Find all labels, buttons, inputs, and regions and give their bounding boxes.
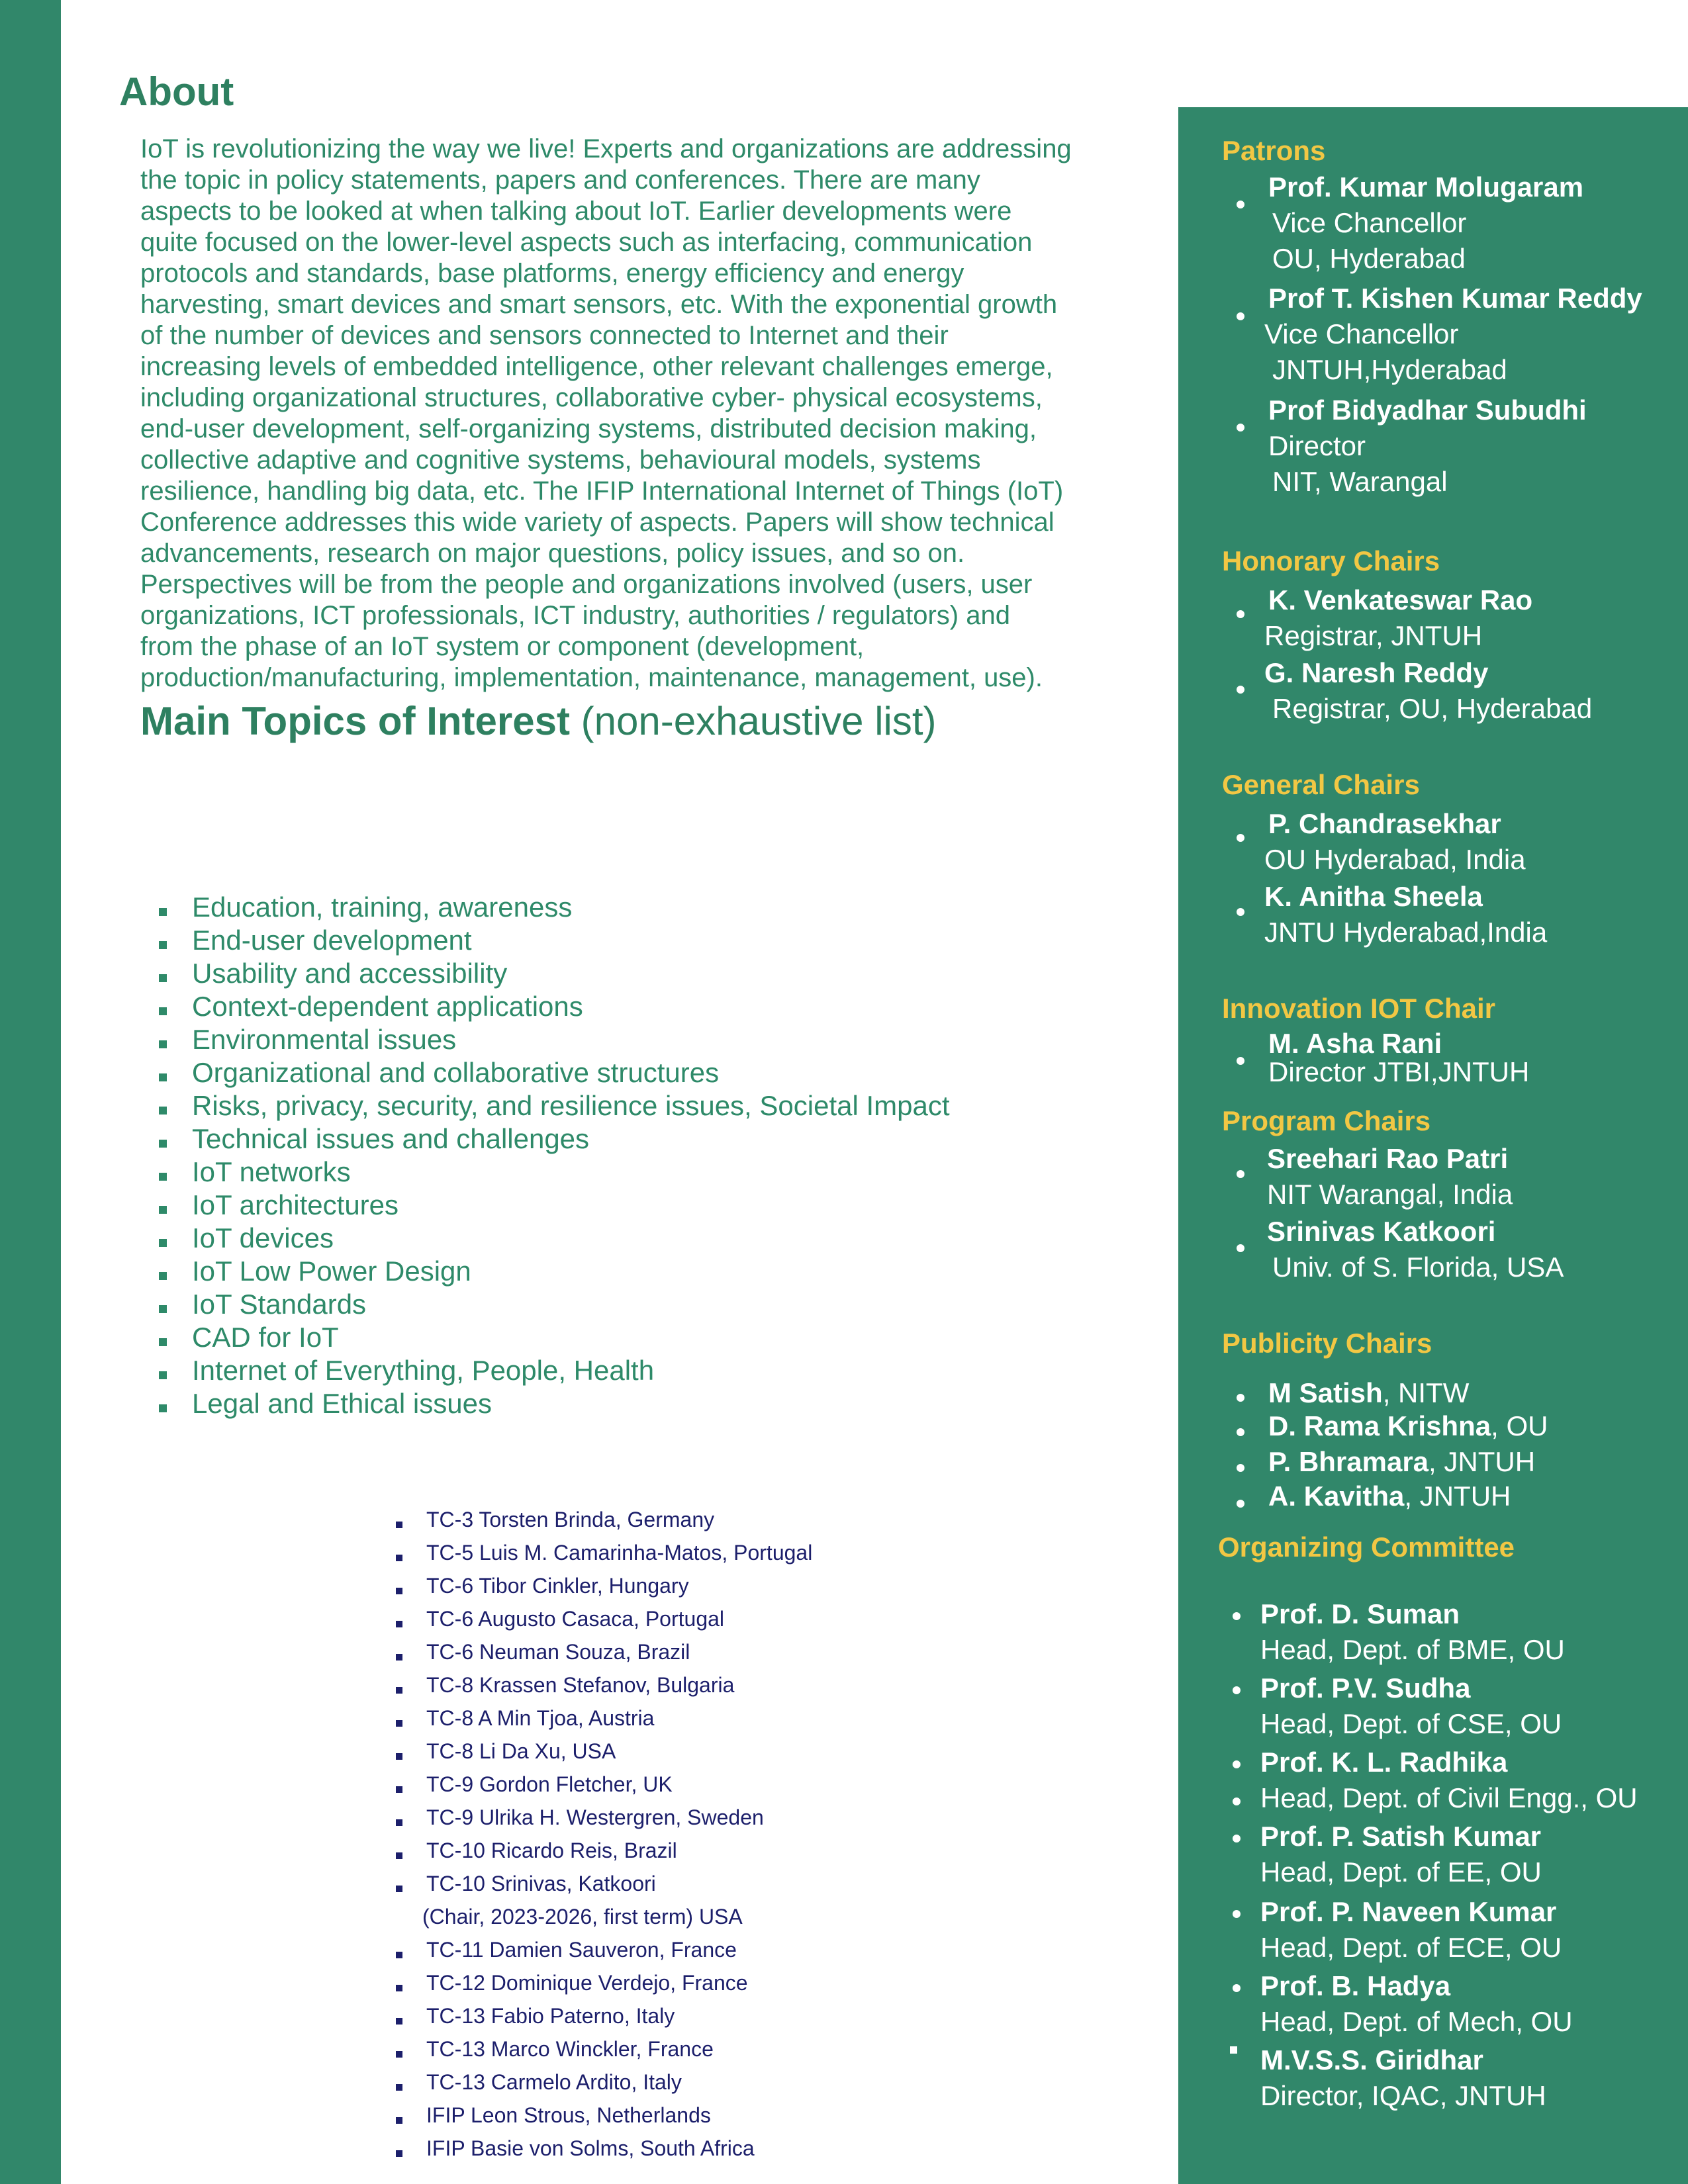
- tc-item: TC-8 Li Da Xu, USA: [396, 1735, 812, 1768]
- about-line: end-user development, self-organizing systems, distributed decision making,: [140, 414, 1037, 443]
- honorary-chair-entry: G. Naresh Reddy Registrar, OU, Hyderabad: [1264, 657, 1593, 724]
- topics-heading-rest: (non-exhaustive list): [569, 699, 937, 743]
- tc-item: TC-3 Torsten Brinda, Germany: [396, 1503, 812, 1536]
- bullet-dot-icon: [1237, 1500, 1244, 1508]
- about-line: aspects to be looked at when talking about IoT. Earlier developments were: [140, 197, 1012, 226]
- organizing-member-entry: Prof. D. Suman Head, Dept. of BME, OU: [1260, 1598, 1565, 1665]
- general-chair-entry: K. Anitha Sheela JNTU Hyderabad,India: [1264, 881, 1548, 948]
- tc-item: TC-8 Krassen Stefanov, Bulgaria: [396, 1668, 812, 1702]
- bullet-dot-icon: [1237, 1394, 1244, 1402]
- tc-item: TC-9 Gordon Fletcher, UK: [396, 1768, 812, 1801]
- bullet-dot-icon: [1237, 834, 1244, 842]
- tc-item: TC-6 Augusto Casaca, Portugal: [396, 1602, 812, 1635]
- about-line: resilience, handling big data, etc. The IFIP International Internet of Things (IoT): [140, 477, 1064, 506]
- tc-item: IFIP Leon Strous, Netherlands: [396, 2099, 812, 2132]
- about-line: organizations, ICT professionals, ICT industry, authorities / regulators) and: [140, 601, 1010, 630]
- square-bullet-icon: [159, 908, 167, 916]
- publicity-chair-entry: A. Kavitha, JNTUH: [1268, 1480, 1511, 1512]
- organizing-member-entry: Prof. P.V. Sudha Head, Dept. of CSE, OU: [1260, 1672, 1562, 1739]
- topics-list: [159, 891, 950, 1420]
- about-line: including organizational structures, collaborative cyber- physical ecosystems,: [140, 383, 1043, 412]
- organizing-member-entry: M.V.S.S. Giridhar Director, IQAC, JNTUH: [1260, 2044, 1546, 2111]
- topic-item: CAD for IoT: [159, 1321, 950, 1354]
- organizing-member-entry: Prof. P. Satish Kumar Head, Dept. of EE, OU: [1260, 1821, 1542, 1888]
- square-bullet-icon: [396, 2051, 402, 2058]
- bullet-dot-icon: [1237, 908, 1244, 916]
- square-bullet-icon: [159, 1305, 167, 1313]
- topic-item: IoT devices: [159, 1222, 950, 1255]
- bullet-dot-icon: [1233, 1910, 1241, 1918]
- innovation-chair-entry: M. Asha Rani Director JTBI,JNTUH: [1268, 1028, 1530, 1087]
- about-line: the topic in policy statements, papers and conferences. There are many: [140, 165, 980, 195]
- about-paragraph: [140, 134, 1166, 694]
- square-bullet-icon: [396, 2150, 402, 2157]
- square-bullet-icon: [159, 1404, 167, 1412]
- tc-item-continuation: (Chair, 2023-2026, first term) USA: [422, 1905, 743, 1929]
- patrons-heading: Patrons: [1222, 135, 1326, 166]
- about-line: Conference addresses this wide variety of aspects. Papers will show technical: [140, 508, 1055, 537]
- patron-entry: Prof Bidyadhar Subudhi Director NIT, Warangal: [1268, 394, 1587, 497]
- bullet-dot-icon: [1237, 686, 1244, 694]
- tc-item: TC-8 A Min Tjoa, Austria: [396, 1702, 812, 1735]
- square-bullet-icon: [159, 1206, 167, 1214]
- about-line: Perspectives will be from the people and organizations involved (users, user: [140, 570, 1033, 599]
- bullet-dot-icon: [1237, 1057, 1244, 1065]
- tc-item: TC-9 Ulrika H. Westergren, Sweden: [396, 1801, 812, 1834]
- tc-item: TC-12 Dominique Verdejo, France: [396, 1966, 812, 1999]
- tc-item: TC-13 Marco Winckler, France: [396, 2032, 812, 2066]
- topic-item: Context-dependent applications: [159, 990, 950, 1023]
- tc-item: IFIP Basie von Solms, South Africa: [396, 2132, 812, 2165]
- bullet-dot-icon: [1237, 424, 1244, 432]
- bullet-dot-icon: [1237, 1244, 1244, 1252]
- topic-item: Usability and accessibility: [159, 957, 950, 990]
- topics-heading-bold: Main Topics of Interest: [140, 699, 570, 743]
- topic-item: Technical issues and challenges: [159, 1122, 950, 1156]
- about-line: harvesting, smart devices and smart sensors, etc. With the exponential growth: [140, 290, 1058, 319]
- bullet-dot-icon: [1233, 1612, 1241, 1620]
- honorary-chair-entry: K. Venkateswar Rao Registrar, JNTUH: [1264, 584, 1533, 651]
- square-bullet-icon: [159, 1007, 167, 1015]
- topic-item: Organizational and collaborative structures: [159, 1056, 950, 1089]
- square-bullet-icon: [396, 1753, 402, 1760]
- bullet-dot-icon: [1233, 1760, 1241, 1768]
- about-line: production/manufacturing, implementation, maintenance, management, use).: [140, 663, 1043, 692]
- bullet-dot-icon: [1233, 1984, 1241, 1992]
- organizing-member-entry: Prof. B. Hadya Head, Dept. of Mech, OU: [1260, 1970, 1573, 2037]
- organizing-member-entry: Prof. P. Naveen Kumar Head, Dept. of ECE, OU: [1260, 1896, 1562, 1963]
- bullet-dot-icon: [1233, 1835, 1241, 1843]
- about-line: quite focused on the lower-level aspects such as interfacing, communication: [140, 228, 1033, 257]
- square-bullet-icon: [396, 2084, 402, 2091]
- square-bullet-icon: [396, 1886, 402, 1892]
- topic-item: IoT Low Power Design: [159, 1255, 950, 1288]
- topic-item: Legal and Ethical issues: [159, 1387, 950, 1420]
- tc-item: TC-6 Neuman Souza, Brazil: [396, 1635, 812, 1668]
- tc-item: TC-10 Srinivas, Katkoori: [396, 1867, 812, 1900]
- bullet-dot-icon: [1233, 1797, 1241, 1805]
- organizing-committee-heading: Organizing Committee: [1218, 1531, 1515, 1563]
- square-bullet-icon: [396, 1621, 402, 1627]
- square-bullet-icon: [396, 1786, 402, 1793]
- about-line: collective adaptive and cognitive systems, behavioural models, systems: [140, 445, 981, 475]
- topic-item: IoT networks: [159, 1156, 950, 1189]
- bullet-dot-icon: [1233, 1686, 1241, 1694]
- about-line: IoT is revolutionizing the way we live! Experts and organizations are addressing: [140, 134, 1072, 163]
- bullet-dot-icon: [1237, 1428, 1244, 1436]
- square-bullet-icon: [159, 941, 167, 949]
- innovation-chair-heading: Innovation IOT Chair: [1222, 993, 1496, 1024]
- square-bullet-icon: [396, 1687, 402, 1694]
- square-bullet-icon: [159, 1073, 167, 1081]
- square-bullet-icon: [159, 1371, 167, 1379]
- publicity-chair-entry: P. Bhramara, JNTUH: [1268, 1446, 1536, 1477]
- tc-item: TC-13 Fabio Paterno, Italy: [396, 1999, 812, 2032]
- topic-item: End-user development: [159, 924, 950, 957]
- patron-entry: Prof. Kumar Molugaram Vice Chancellor OU, Hyderabad: [1268, 171, 1584, 274]
- bullet-dot-icon: [1237, 312, 1244, 320]
- topic-item: Risks, privacy, security, and resilience issues, Societal Impact: [159, 1089, 950, 1122]
- square-bullet-icon: [396, 1588, 402, 1594]
- tc-item: TC-5 Luis M. Camarinha-Matos, Portugal: [396, 1536, 812, 1569]
- topic-item: Environmental issues: [159, 1023, 950, 1056]
- bullet-dot-icon: [1237, 201, 1244, 208]
- about-line: protocols and standards, base platforms, energy efficiency and energy: [140, 259, 964, 288]
- square-bullet-icon: [396, 2018, 402, 2025]
- program-chair-entry: Srinivas Katkoori Univ. of S. Florida, USA: [1267, 1216, 1564, 1283]
- tc-representatives-list: [396, 1503, 812, 2165]
- about-line: advancements, research on major questions, policy issues, and so on.: [140, 539, 965, 568]
- about-line: from the phase of an IoT system or component (development,: [140, 632, 865, 661]
- topics-heading: [140, 698, 937, 744]
- square-bullet-icon: [159, 1338, 167, 1346]
- about-heading: About: [119, 69, 234, 114]
- bullet-dot-icon: [1237, 610, 1244, 618]
- tc-item: TC-11 Damien Sauveron, France: [396, 1933, 812, 1966]
- square-bullet-icon: [396, 1952, 402, 1958]
- publicity-chair-entry: M Satish, NITW: [1268, 1377, 1470, 1408]
- square-bullet-icon: [396, 1654, 402, 1661]
- publicity-chairs-heading: Publicity Chairs: [1222, 1328, 1432, 1359]
- square-bullet-icon: [159, 1173, 167, 1181]
- square-bullet-icon: [396, 1852, 402, 1859]
- square-bullet-icon: [159, 1107, 167, 1115]
- patron-entry: Prof T. Kishen Kumar Reddy Vice Chancellor JNTUH,Hyderabad: [1264, 283, 1642, 385]
- square-bullet-icon: [396, 1819, 402, 1826]
- program-chair-entry: Sreehari Rao Patri NIT Warangal, India: [1267, 1143, 1513, 1210]
- square-bullet-icon: [396, 2117, 402, 2124]
- publicity-chair-entry: D. Rama Krishna, OU: [1268, 1410, 1548, 1441]
- honorary-chairs-heading: Honorary Chairs: [1222, 545, 1440, 576]
- topic-item: IoT Standards: [159, 1288, 950, 1321]
- tc-item: TC-10 Ricardo Reis, Brazil: [396, 1834, 812, 1867]
- tc-item: TC-13 Carmelo Ardito, Italy: [396, 2066, 812, 2099]
- square-bullet-icon: [396, 1720, 402, 1727]
- topic-item: Education, training, awareness: [159, 891, 950, 924]
- organizing-member-entry: Prof. K. L. Radhika Head, Dept. of Civil Engg., OU: [1260, 1747, 1638, 1813]
- bullet-dot-icon: [1237, 1464, 1244, 1472]
- left-accent-bar: [0, 0, 61, 2184]
- square-bullet-icon: [396, 1555, 402, 1561]
- bullet-dot-icon: [1237, 1170, 1244, 1178]
- square-bullet-icon: [159, 1140, 167, 1148]
- square-bullet-icon: [396, 1522, 402, 1528]
- general-chairs-heading: General Chairs: [1222, 769, 1420, 800]
- square-bullet-icon: [159, 1272, 167, 1280]
- square-bullet-icon: [396, 1985, 402, 1991]
- topic-item: Internet of Everything, People, Health: [159, 1354, 950, 1387]
- square-bullet-icon: [159, 1040, 167, 1048]
- square-bullet-icon: [159, 974, 167, 982]
- topic-item: IoT architectures: [159, 1189, 950, 1222]
- tc-item: TC-6 Tibor Cinkler, Hungary: [396, 1569, 812, 1602]
- square-bullet-icon: [159, 1239, 167, 1247]
- general-chair-entry: P. Chandrasekhar OU Hyderabad, India: [1264, 808, 1526, 875]
- square-bullet-icon: [1230, 2046, 1237, 2054]
- about-line: increasing levels of embedded intelligence, other relevant challenges emerge,: [140, 352, 1053, 381]
- about-line: of the number of devices and sensors connected to Internet and their: [140, 321, 949, 350]
- program-chairs-heading: Program Chairs: [1222, 1105, 1431, 1136]
